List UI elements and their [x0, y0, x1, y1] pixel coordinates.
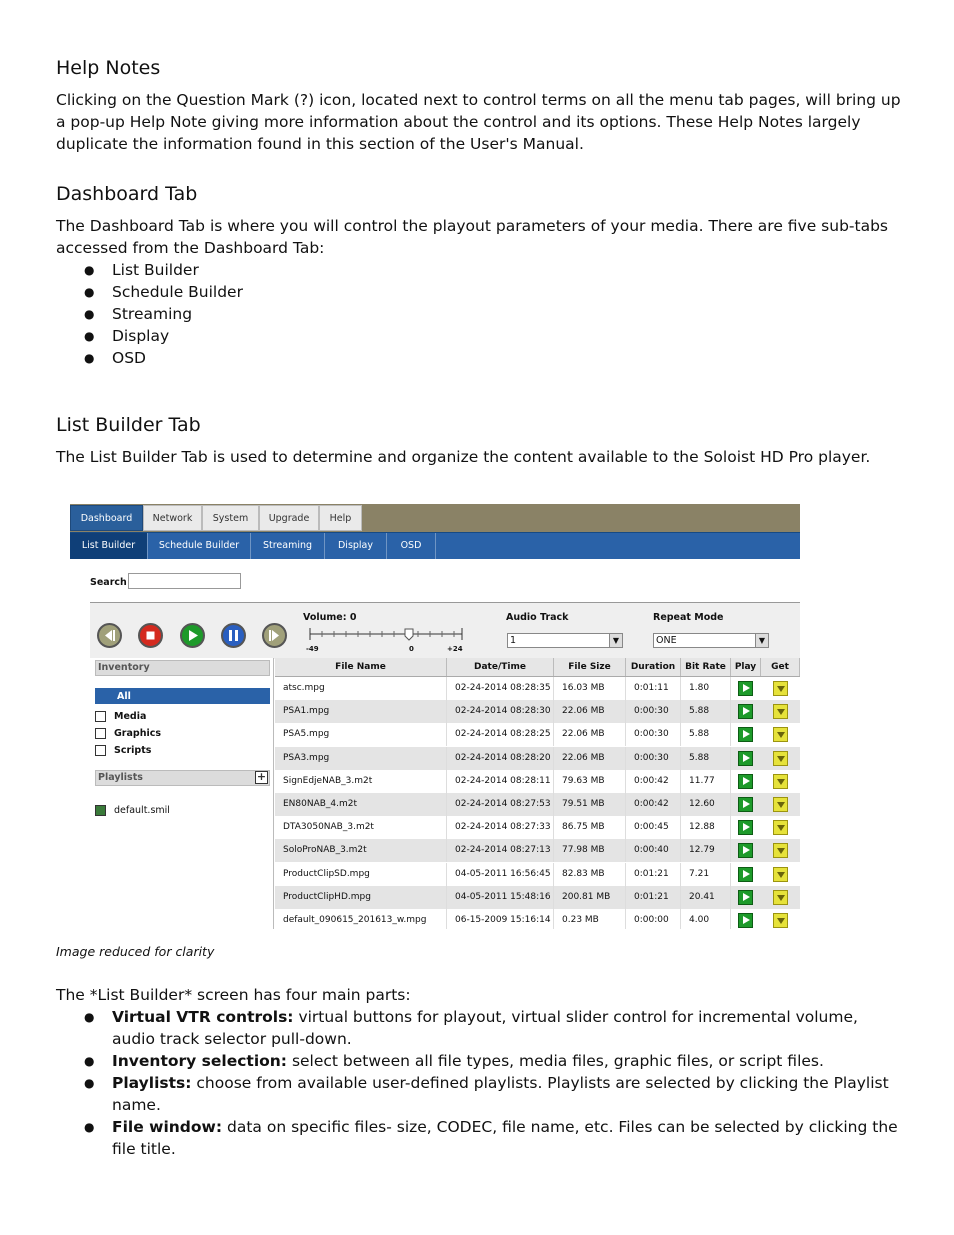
list-item: ● Streaming [56, 303, 901, 325]
list-item: ● OSD [56, 347, 901, 369]
get-file-icon[interactable] [773, 751, 788, 766]
duration-cell: 0:00:30 [626, 723, 681, 746]
file-name-cell[interactable]: PSA5.mpg [275, 723, 447, 746]
volume-label: Volume: 0 [303, 612, 357, 623]
get-file-icon[interactable] [773, 890, 788, 905]
main-tab-bar [70, 504, 800, 532]
date-time-cell: 02-24-2014 08:28:30 [447, 700, 554, 723]
table-row[interactable] [275, 677, 800, 700]
list-builder-body: The List Builder Tab is used to determine and organize the content available to the Soloist HD Pro player. [56, 448, 871, 466]
help-notes-heading: Help Notes [56, 57, 161, 79]
subtab-osd[interactable]: OSD [387, 533, 436, 559]
playlist-icon [95, 805, 106, 816]
date-time-cell: 04-05-2011 15:48:16 [447, 886, 554, 909]
play-file-icon[interactable] [738, 704, 753, 719]
repeat-mode-value: ONE [656, 635, 677, 646]
file-size-cell: 86.75 MB [554, 816, 626, 839]
pause-icon [223, 625, 244, 646]
duration-cell: 0:00:45 [626, 816, 681, 839]
duration-cell: 0:00:42 [626, 770, 681, 793]
file-name-cell[interactable]: EN80NAB_4.m2t [275, 793, 447, 816]
file-name-cell[interactable]: ProductClipSD.mpg [275, 863, 447, 886]
play-file-icon[interactable] [738, 913, 753, 928]
table-row[interactable] [275, 816, 800, 839]
inventory-item-scripts[interactable] [95, 743, 151, 758]
bit-rate-cell: 12.60 [681, 793, 731, 816]
file-name-cell[interactable]: ProductClipHD.mpg [275, 886, 447, 909]
file-size-cell: 82.83 MB [554, 863, 626, 886]
fast-forward-icon [264, 625, 285, 646]
date-time-cell: 02-24-2014 08:28:35 [447, 677, 554, 700]
repeat-mode-select[interactable] [653, 633, 769, 648]
volume-mid-label: 0 [409, 645, 414, 653]
subtab-display[interactable]: Display [325, 533, 387, 559]
table-row[interactable] [275, 863, 800, 886]
file-name-cell[interactable]: DTA3050NAB_3.m2t [275, 816, 447, 839]
vtr-controls [90, 602, 800, 659]
help-notes-body: Clicking on the Question Mark (?) icon, located next to control terms on all the menu tab pages, will bring up a pop-up Help Note giving more information about the control and its options. These Help Notes largely duplicate the information found in this section of the User's Manual. [56, 91, 901, 153]
tab-network[interactable]: Network [143, 505, 202, 531]
column-header[interactable]: Date/Time [447, 658, 554, 676]
audio-track-value: 1 [510, 635, 517, 646]
column-header: Play [731, 658, 761, 676]
part-title: Virtual VTR controls: [112, 1008, 294, 1026]
inventory-item-all[interactable] [95, 688, 270, 704]
volume-min-label: -49 [306, 645, 319, 653]
play-file-icon[interactable] [738, 751, 753, 766]
file-table [275, 658, 800, 929]
list-builder-heading: List Builder Tab [56, 414, 201, 436]
duration-cell: 0:00:40 [626, 839, 681, 862]
date-time-cell: 02-24-2014 08:28:25 [447, 723, 554, 746]
part-title: File window: [112, 1118, 223, 1136]
file-size-cell: 16.03 MB [554, 677, 626, 700]
play-button[interactable] [180, 623, 205, 648]
playlist-item-label: default.smil [114, 805, 170, 816]
get-file-icon[interactable] [773, 867, 788, 882]
duration-cell: 0:00:00 [626, 909, 681, 929]
bit-rate-cell: 5.88 [681, 747, 731, 770]
list-item: ● Display [56, 325, 901, 347]
tab-help[interactable]: Help [319, 505, 362, 531]
play-file-icon[interactable] [738, 681, 753, 696]
file-name-cell[interactable]: PSA1.mpg [275, 700, 447, 723]
playlist-item[interactable] [95, 803, 170, 818]
parts-intro: The *List Builder* screen has four main parts: [56, 986, 411, 1004]
get-file-icon[interactable] [773, 820, 788, 835]
table-row[interactable] [275, 770, 800, 793]
file-size-cell: 79.63 MB [554, 770, 626, 793]
duration-cell: 0:00:30 [626, 700, 681, 723]
inventory-item-label: Scripts [114, 745, 152, 756]
duration-cell: 0:00:30 [626, 747, 681, 770]
bit-rate-cell: 5.88 [681, 700, 731, 723]
duration-cell: 0:01:21 [626, 863, 681, 886]
file-name-cell[interactable]: default_090615_201613_w.mpg [275, 909, 447, 929]
rewind-icon [99, 625, 120, 646]
part-title: Playlists: [112, 1074, 192, 1092]
list-item: ● List Builder [56, 259, 901, 281]
play-file-icon[interactable] [738, 727, 753, 742]
date-time-cell: 02-24-2014 08:28:11 [447, 770, 554, 793]
get-file-icon[interactable] [773, 843, 788, 858]
subtab-schedule-builder[interactable]: Schedule Builder [148, 533, 251, 559]
table-row[interactable] [275, 723, 800, 746]
date-time-cell: 06-15-2009 15:16:14 [447, 909, 554, 929]
date-time-cell: 04-05-2011 16:56:45 [447, 863, 554, 886]
volume-slider[interactable] [308, 627, 468, 647]
parts-list [56, 1006, 901, 1160]
dashboard-tab-heading: Dashboard Tab [56, 183, 198, 205]
table-row[interactable] [275, 909, 800, 929]
table-row[interactable] [275, 839, 800, 862]
list-item [56, 1072, 901, 1116]
column-header: Get [761, 658, 800, 676]
file-size-cell: 22.06 MB [554, 700, 626, 723]
bit-rate-cell: 4.00 [681, 909, 731, 929]
volume-max-label: +24 [447, 645, 463, 653]
part-text: select between all file types, media files, graphic files, or script files. [287, 1052, 824, 1070]
date-time-cell: 02-24-2014 08:27:13 [447, 839, 554, 862]
inventory-item-label: All [117, 691, 131, 702]
get-file-icon[interactable] [773, 797, 788, 812]
list-item [56, 1006, 901, 1050]
pause-button[interactable] [221, 623, 246, 648]
bit-rate-cell: 5.88 [681, 723, 731, 746]
dashboard-subtab-list [56, 259, 901, 369]
column-header[interactable]: Duration [626, 658, 681, 676]
file-size-cell: 0.23 MB [554, 909, 626, 929]
table-row[interactable] [275, 886, 800, 909]
tab-upgrade[interactable]: Upgrade [259, 505, 319, 531]
table-row[interactable] [275, 793, 800, 816]
rewind-button[interactable] [97, 623, 122, 648]
file-size-cell: 22.06 MB [554, 747, 626, 770]
table-header [275, 658, 800, 677]
tab-system[interactable]: System [202, 505, 259, 531]
inventory-item-graphics[interactable] [95, 726, 161, 741]
chevron-down-icon: ▼ [755, 634, 768, 647]
play-file-icon[interactable] [738, 820, 753, 835]
column-header[interactable]: File Size [554, 658, 626, 676]
file-size-cell: 200.81 MB [554, 886, 626, 909]
file-name-cell[interactable]: SignEdjeNAB_3.m2t [275, 770, 447, 793]
add-playlist-icon[interactable]: + [256, 770, 267, 783]
list-item [56, 1050, 901, 1072]
graphics-icon [95, 728, 106, 739]
date-time-cell: 02-24-2014 08:27:33 [447, 816, 554, 839]
play-file-icon[interactable] [738, 797, 753, 812]
get-file-icon[interactable] [773, 681, 788, 696]
play-icon [182, 625, 203, 646]
list-builder-screenshot [70, 504, 800, 929]
sub-tab-bar [70, 532, 800, 559]
file-name-cell[interactable]: SoloProNAB_3.m2t [275, 839, 447, 862]
file-size-cell: 22.06 MB [554, 723, 626, 746]
duration-cell: 0:01:21 [626, 886, 681, 909]
file-size-cell: 77.98 MB [554, 839, 626, 862]
get-file-icon[interactable] [773, 727, 788, 742]
play-file-icon[interactable] [738, 890, 753, 905]
chevron-down-icon: ▼ [609, 634, 622, 647]
inventory-item-label: Graphics [114, 728, 161, 739]
play-file-icon[interactable] [738, 867, 753, 882]
part-text: choose from available user-defined playlists. Playlists are selected by clicking the Playlist name. [112, 1074, 889, 1114]
bit-rate-cell: 11.77 [681, 770, 731, 793]
audio-track-label: Audio Track [506, 612, 569, 623]
inventory-item-label: Media [114, 711, 147, 722]
subtab-list-builder[interactable]: List Builder [70, 533, 148, 559]
file-size-cell: 79.51 MB [554, 793, 626, 816]
list-item [56, 1116, 901, 1160]
inventory-item-media[interactable] [95, 709, 146, 724]
part-text: data on specific files- size, CODEC, file name, etc. Files can be selected by clicking the file title. [112, 1118, 898, 1158]
get-file-icon[interactable] [773, 704, 788, 719]
column-header[interactable]: Bit Rate [681, 658, 731, 676]
audio-track-select[interactable] [507, 633, 623, 648]
part-text: virtual buttons for playout, virtual slider control for incremental volume, audio track selector pull-down. [112, 1008, 858, 1048]
list-item: ● Schedule Builder [56, 281, 901, 303]
table-row[interactable] [275, 747, 800, 770]
search-label: Search [90, 577, 127, 588]
media-icon [95, 711, 106, 722]
duration-cell: 0:01:11 [626, 677, 681, 700]
subtab-streaming[interactable]: Streaming [251, 533, 325, 559]
stop-button[interactable] [138, 623, 163, 648]
inventory-panel [90, 658, 274, 929]
bit-rate-cell: 12.79 [681, 839, 731, 862]
part-title: Inventory selection: [112, 1052, 288, 1070]
dashboard-tab-body: The Dashboard Tab is where you will control the playout parameters of your media. There are five sub-tabs accessed from the Dashboard Tab: [56, 217, 889, 257]
file-name-cell[interactable]: PSA3.mpg [275, 747, 447, 770]
date-time-cell: 02-24-2014 08:28:20 [447, 747, 554, 770]
playlists-header [95, 770, 270, 786]
image-caption: Image reduced for clarity [56, 944, 215, 959]
bit-rate-cell: 7.21 [681, 863, 731, 886]
column-header[interactable]: File Name [275, 658, 447, 676]
play-file-icon[interactable] [738, 843, 753, 858]
repeat-mode-label: Repeat Mode [653, 612, 724, 623]
script-icon [95, 745, 106, 756]
get-file-icon[interactable] [773, 913, 788, 928]
tab-dashboard[interactable]: Dashboard [70, 505, 143, 531]
search-input[interactable] [128, 573, 241, 589]
file-name-cell[interactable]: atsc.mpg [275, 677, 447, 700]
stop-icon [140, 625, 161, 646]
bit-rate-cell: 12.88 [681, 816, 731, 839]
get-file-icon[interactable] [773, 774, 788, 789]
volume-thumb[interactable] [405, 629, 413, 640]
table-row[interactable] [275, 700, 800, 723]
bit-rate-cell: 20.41 [681, 886, 731, 909]
inventory-header: Inventory [95, 660, 270, 676]
playlists-label: Playlists [98, 772, 143, 783]
date-time-cell: 02-24-2014 08:27:53 [447, 793, 554, 816]
play-file-icon[interactable] [738, 774, 753, 789]
fast-forward-button[interactable] [262, 623, 287, 648]
duration-cell: 0:00:42 [626, 793, 681, 816]
bit-rate-cell: 1.80 [681, 677, 731, 700]
